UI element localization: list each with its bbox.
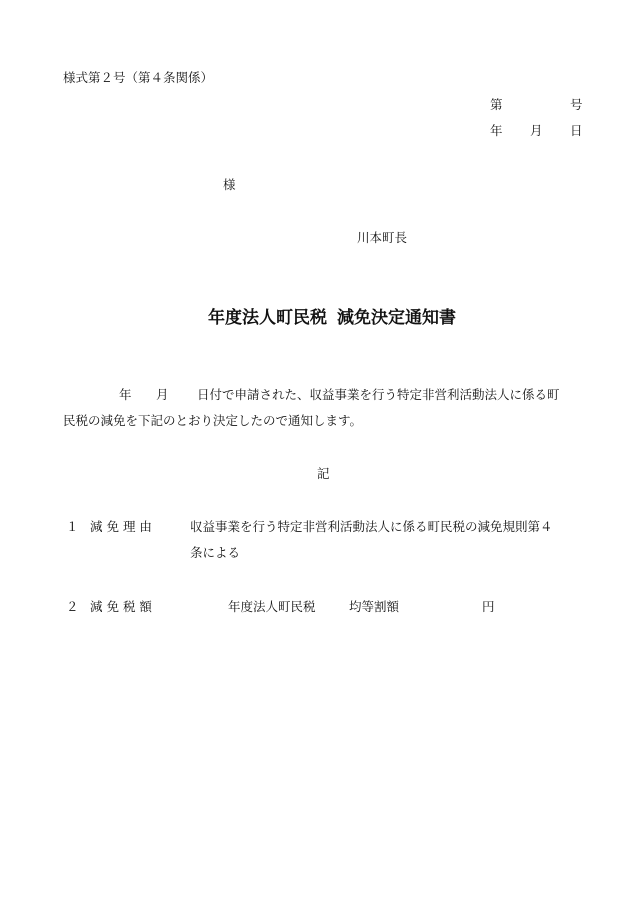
- item-1-label: 減 免 理 由: [90, 519, 152, 534]
- issuer-name: 川本町長: [357, 230, 408, 245]
- issue-date-month: 月: [530, 123, 543, 138]
- ki-heading: 記: [317, 466, 330, 481]
- body-line-2: 民税の減免を下記のとおり決定したので通知します。: [63, 413, 363, 428]
- body-month: 月: [156, 387, 169, 402]
- item-1-number: １: [66, 519, 79, 534]
- issue-date-year: 年: [490, 123, 503, 138]
- item-2-label: 減 免 税 額: [90, 599, 152, 614]
- issue-number-suffix: 号: [570, 97, 583, 112]
- item-2-unit: 円: [482, 599, 495, 614]
- document-title: [208, 303, 456, 328]
- item-2-tax-type: 年度法人町民税: [228, 599, 316, 614]
- body-year: 年: [119, 387, 132, 402]
- item-1-content-line-2: 条による: [190, 545, 241, 560]
- body-line-1: 日付で申請された、収益事業を行う特定非営利活動法人に係る町: [197, 387, 560, 402]
- item-2-component: 均等割額: [349, 599, 400, 614]
- item-2-number: ２: [66, 599, 79, 614]
- title-part-1: 年度法人町民税: [208, 308, 327, 328]
- title-part-2: 減免決定通知書: [337, 308, 456, 328]
- item-1-content-line-1: 収益事業を行う特定非営利活動法人に係る町民税の減免規則第４: [190, 519, 553, 534]
- addressee-honorific: 様: [223, 177, 236, 192]
- issue-number-prefix: 第: [490, 97, 503, 112]
- form-label: 様式第２号（第４条関係）: [63, 70, 214, 85]
- issue-date-day: 日: [570, 123, 583, 138]
